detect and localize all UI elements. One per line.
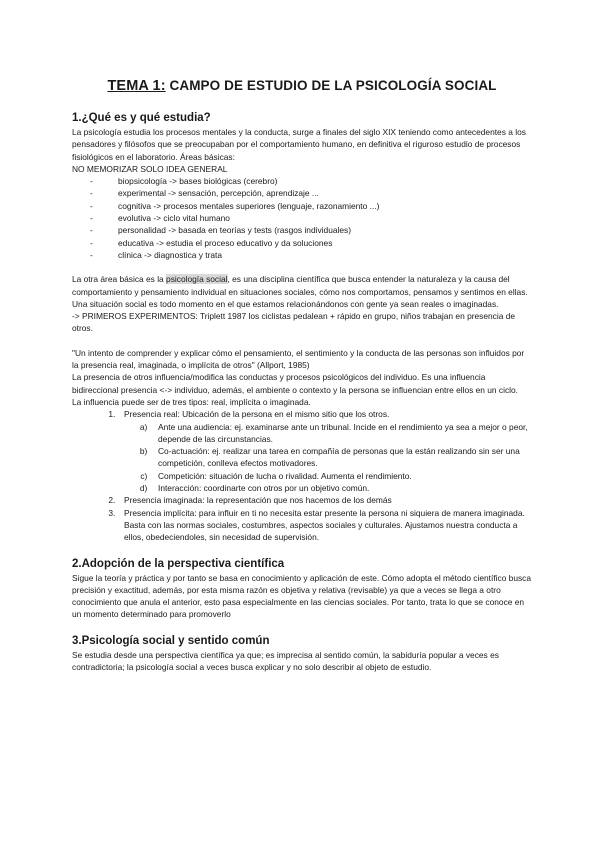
list-item: - clínica -> diagnostica y trata: [90, 249, 532, 261]
list-item: c. Competición: situación de lucha o rivalidad. Aumenta el rendimiento.: [152, 470, 532, 482]
section1-note: NO MEMORIZAR SOLO IDEA GENERAL: [72, 163, 228, 174]
list-item: - cognitiva -> procesos mentales superiores (lenguaje, razonamiento ...): [90, 200, 532, 212]
section2-text: Sigue la teoría y práctica y por tanto se basa en conocimiento y aplicación de este. Cómo adopta el método científico busca precisión y exactitud, además, por esta misma razón es objetiva y relativa (revisable) ya que a veces se llega a otro conocimiento que anula el anterior, esto pasa especialmente en las ciencias sociales. Por tanto, trata lo que se conoce en un momento determinado para promoverlo: [72, 572, 532, 620]
list-item: a. Ante una audiencia: ej. examinarse ante un tribunal. Incide en el rendimiento ya sea a mejor o peor, depende de las circunstancias.: [152, 421, 532, 446]
real-presence-sublist: [124, 421, 532, 495]
paragraph-text: , es una disciplina científica que busca entender la naturaleza y la causa del comportamiento y pensamiento individual en situaciones sociales, cómo nos comportamos, pensamos y sentimos en ellas. Una situación social es todo momento en el que estamos relacionándonos con gente ya sean reales o imaginadas.: [72, 274, 528, 309]
list-item: - personalidad -> basada en teorías y tests (rasgos individuales): [90, 224, 532, 236]
list-item: [120, 408, 532, 494]
experiments-line: -> PRIMEROS EXPERIMENTOS: Triplett 1987 los ciclistas pedalean + rápido en grupo, niños trabajan en presencia de otros.: [72, 311, 516, 334]
presence-type-text: Presencia real: Ubicación de la persona en el mismo sitio que los otros.: [124, 409, 390, 420]
document-page: [72, 78, 532, 673]
document-title: [72, 78, 532, 94]
section3-heading: 3.Psicología social y sentido común: [72, 634, 270, 647]
list-item: - evolutiva -> ciclo vital humano: [90, 212, 532, 224]
section1-intro: La psicología estudia los procesos mentales y la conducta, surge a finales del siglo XIX teniendo como antecedentes a los pensadores y filósofos que se preocupaban por el comportamiento humano, en definitiva el riguroso estudio de procesos fisiológicos en el laboratorio. Áreas básicas:: [72, 127, 526, 162]
list-item: - experimental -> sensación, percepción, aprendizaje ...: [90, 187, 532, 199]
section2-heading: 2.Adopción de la perspectiva científica: [72, 557, 285, 570]
list-item: 2. Presencia imaginada: la representación que nos hacemos de los demás: [120, 494, 532, 506]
list-item: - biopsicología -> bases biológicas (cerebro): [90, 175, 532, 187]
list-item: - educativa -> estudia el proceso educativo y da soluciones: [90, 237, 532, 249]
section1-heading: 1.¿Qué es y qué estudia?: [72, 112, 211, 124]
highlighted-term: psicología social: [166, 274, 228, 285]
psicologia-social-paragraph: [72, 273, 532, 310]
list-item: d. Interacción: coordinarte con otros por un objetivo común.: [152, 482, 532, 494]
paragraph-text: La otra área básica es la: [72, 274, 167, 285]
areas-list: [72, 175, 532, 261]
list-item: b. Co-actuación: ej. realizar una tarea en compañía de personas que la están realizando sin ser una competición, conlleva efectos motivadores.: [152, 445, 532, 470]
influence-paragraph: La presencia de otros influencia/modifica las conductas y procesos psicológicos del individuo. Es una influencia bidireccional presencia <-> individuo, además, el ambiente o contexto y la persona se influencian entre ellos en un ciclo.: [72, 372, 519, 395]
presence-types-list: [72, 408, 532, 543]
title-tema: TEMA 1:: [107, 78, 166, 94]
section3-text: Se estudia desde una perspectiva científica ya que; es imprecisa al sentido común, la sabiduría popular a veces es contradictoria; la psicología social a veces busca explicar y no solo describir al objeto de estudio.: [72, 649, 499, 672]
types-intro: La influencia puede ser de tres tipos: real, implícita o imaginada.: [72, 396, 311, 407]
allport-quote: "Un intento de comprender y explicar cómo el pensamiento, el sentimiento y la conducta de las personas son influidos por la presencia real, imaginada, o implícita de otros" (Allport, 1985): [72, 347, 525, 371]
list-item: 3. Presencia implícita: para influir en ti no necesita estar presente la persona ni siquiera de manera imaginada. Basta con las normas sociales, costumbres, aspectos sociales y culturales. Ajustamos nuestra conducta a ellos, obedeciendoles, sin necesidad de supervisión.: [120, 507, 532, 544]
title-text: CAMPO DE ESTUDIO DE LA PSICOLOGÍA SOCIAL: [165, 78, 497, 93]
